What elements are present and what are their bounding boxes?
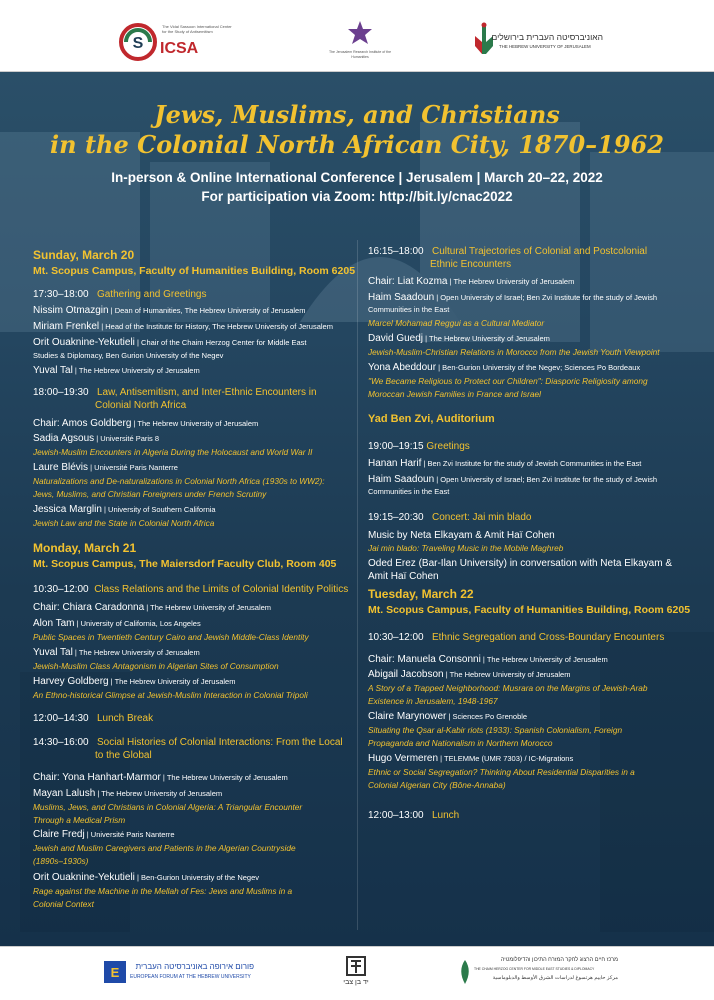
- speaker-affiliation-cont: Studies & Diplomacy, Ben Gurion University of the Negev: [33, 351, 224, 360]
- paper-title: Propaganda and Nationalism in Northern Morocco: [368, 738, 553, 748]
- session-lunch-tuesday: 12:00–13:00 Lunch: [368, 810, 460, 821]
- speaker-row: [33, 321, 333, 333]
- title-line-1: Jews, Muslims, and Christians: [154, 100, 560, 129]
- day-heading-tuesday: Tuesday, March 22: [368, 587, 474, 601]
- session-cultural: 16:15–18:00 Cultural Trajectories of Colonial and Postcolonial: [368, 246, 648, 257]
- paper-title: Rage against the Machine in the Mellah of Fes: Jews and Muslims in a: [33, 886, 293, 896]
- speaker-row: Yona Abeddour | Ben-Gurion University of the Negev; Sciences Po Bordeaux: [368, 362, 641, 373]
- session-title: Gathering and Greetings: [96, 289, 207, 300]
- huji-logo: [473, 22, 603, 62]
- speaker-affiliation-cont: Communities in the East: [368, 305, 450, 314]
- speaker-name: Sadia Agsous: [33, 433, 95, 444]
- chair-row: Chair: Chiara Caradonna | The Hebrew University of Jerusalem: [33, 602, 272, 613]
- icsa-name: ICSA: [160, 40, 199, 57]
- speaker-row: [33, 365, 200, 377]
- location-sunday: Mt. Scopus Campus, Faculty of Humanities Building, Room 6205: [33, 265, 356, 277]
- speaker-row: [33, 305, 305, 317]
- session-lunch: 12:00–14:30 Lunch Break: [33, 713, 154, 724]
- location-yad-ben-zvi: Yad Ben Zvi, Auditorium: [368, 413, 495, 425]
- yad-ben-zvi-logo: [336, 955, 376, 993]
- paper-title: Muslims, Jews, and Christians in Colonial Algeria: A Triangular Encounter: [33, 802, 303, 812]
- speaker-row: Alon Tam | University of California, Los Angeles: [33, 618, 201, 629]
- paper-title: Through a Medical Prism: [33, 815, 126, 825]
- speaker-row: Sadia Agsous | Université Paris 8: [33, 433, 160, 444]
- session-concert: 19:15–20:30 Concert: Jai min blado: [368, 512, 532, 523]
- paper-title: "We Became Religious to Protect our Children": Diasporic Religiosity among: [368, 376, 648, 386]
- herzog-center-logo: [458, 955, 618, 995]
- speaker-row: David Guedj | The Hebrew University of Jerusalem: [368, 333, 550, 344]
- huji-hebrew: האוניברסיטה העברית בירושלים: [491, 32, 603, 42]
- speaker-row: Claire Marynower | Sciences Po Grenoble: [368, 711, 528, 722]
- conference-subtitle: In-person & Online International Conference | Jerusalem | March 20–22, 2022: [111, 170, 603, 185]
- column-divider: [357, 240, 358, 930]
- huji-english: THE HEBREW UNIVERSITY OF JERUSALEM: [499, 44, 591, 49]
- paper-title: Existence in Jerusalem, 1948-1967: [368, 696, 498, 706]
- speaker-row: Orit Ouaknine-Yekutieli | Ben-Gurion University of the Negev: [33, 872, 259, 883]
- speaker-name: Jessica Marglin: [33, 504, 102, 515]
- session-greetings: 19:00–19:15 Greetings: [368, 441, 470, 452]
- ef-english: EUROPEAN FORUM AT THE HEBREW UNIVERSITY: [130, 974, 251, 980]
- speaker-row: Hanan Harif | Ben Zvi Institute for the study of Jewish Communities in the East: [368, 458, 642, 469]
- concert-music: Music by Neta Elkayam & Amit Haï Cohen: [368, 530, 555, 541]
- session-time: 17:30–18:00: [33, 289, 89, 300]
- paper-title: Jewish and Muslim Caregivers and Patients in the Algerian Countryside: [33, 843, 296, 853]
- paper-title: An Ethno-historical Glimpse at Jewish-Muslim Interaction in Colonial Tripoli: [33, 690, 308, 700]
- herzog-english: THE CHAIM HERZOG CENTER FOR MIDDLE EAST STUDIES & DIPLOMACY: [474, 967, 595, 971]
- paper-title: Public Spaces in Twentieth Century Cairo and Jewish Middle-Class Identity: [33, 632, 309, 642]
- european-forum-logo: [104, 959, 254, 989]
- paper-title: Jewish-Muslim Class Antagonism in Algerian Sites of Consumption: [33, 661, 279, 671]
- paper-title: Colonial Algerian City (Bône-Annaba): [368, 780, 506, 790]
- icsa-small-text: The Vidal Sassoon International Center for the Study of Antisemitism: [162, 24, 232, 34]
- session-law: [33, 387, 317, 400]
- speaker-row: Mayan Lalush | The Hebrew University of Jerusalem: [33, 788, 223, 799]
- chair-row: Chair: Amos Goldberg | The Hebrew University of Jerusalem: [33, 418, 259, 429]
- speaker-row: [33, 337, 307, 349]
- session-class: 10:30–12:00 Class Relations and the Limits of Colonial Identity Politics: [33, 584, 349, 595]
- session-social: 14:30–16:00 Social Histories of Colonial Interactions: From the Local: [33, 737, 343, 748]
- session-title-cont: to the Global: [95, 750, 152, 761]
- speaker-name: Miriam Frenkel: [33, 321, 100, 332]
- footer-logos: [0, 946, 714, 1000]
- location-monday: Mt. Scopus Campus, The Maiersdorf Faculty Club, Room 405: [33, 558, 337, 570]
- speaker-row: Yuval Tal | The Hebrew University of Jerusalem: [33, 647, 200, 658]
- session-title-cont: Ethnic Encounters: [430, 259, 512, 270]
- paper-title: Marcel Mohamad Reggui as a Cultural Mediator: [368, 318, 545, 328]
- concert-conversation: Oded Erez (Bar-Ilan University) in conversation with Neta Elkayam &: [368, 558, 673, 569]
- chair-row: Chair: Yona Hanhart-Marmor | The Hebrew University of Jerusalem: [33, 772, 288, 783]
- location-tuesday: Mt. Scopus Campus, Faculty of Humanities Building, Room 6205: [368, 604, 691, 616]
- speaker-affiliation: | The Hebrew University of Jerusalem: [72, 366, 200, 375]
- speaker-name: Nissim Otmazgin: [33, 305, 109, 316]
- speaker-row: Haim Saadoun | Open University of Israel; Ben Zvi Institute for the study of Jewish: [368, 474, 658, 485]
- herzog-emblem-icon: [458, 959, 472, 985]
- speaker-row: Harvey Goldberg | The Hebrew University of Jerusalem: [33, 676, 236, 687]
- ef-hebrew: פורום אירופה באוניברסיטה העברית: [135, 962, 254, 971]
- icsa-logo: [118, 20, 238, 64]
- svg-text:E: E: [110, 965, 120, 980]
- speaker-name: Orit Ouaknine-Yekutieli: [33, 337, 135, 348]
- paper-title: Jewish-Muslim-Christian Relations in Morocco from the Jewish Youth Viewpoint: [368, 347, 660, 357]
- speaker-row: Claire Fredj | Université Paris Nanterre: [33, 829, 175, 840]
- herzog-arabic: مركز حاييم هرتسوغ لدراسات الشرق الأوسط والدبلوماسية: [492, 975, 618, 981]
- speaker-row: Haim Saadoun | Open University of Israel; Ben Zvi Institute for the study of Jewish: [368, 292, 658, 303]
- session-title-cont: Colonial North Africa: [95, 400, 187, 411]
- session-segregation: 10:30–12:00 Ethnic Segregation and Cross-Boundary Encounters: [368, 632, 665, 643]
- speaker-row: Laure Blévis | Université Paris Nanterre: [33, 462, 178, 473]
- concert-title: Jai min blado: Traveling Music in the Mobile Maghreb: [368, 543, 564, 553]
- title-line-2: in the Colonial North African City, 1870–1962: [50, 130, 664, 159]
- speaker-row: Abigail Jacobson | The Hebrew University of Jerusalem: [368, 669, 571, 680]
- paper-title: Situating the Qsar al-Kabir riots (1933): Spanish Colonialism, Foreign: [368, 725, 623, 735]
- paper-title: (1890s–1930s): [33, 856, 89, 866]
- star-icon: [347, 20, 373, 46]
- paper-title: Colonial Context: [33, 899, 94, 909]
- ybz-emblem-icon: [345, 955, 367, 977]
- chair-name: Chair: Amos Goldberg: [33, 418, 132, 429]
- concert-conversation-cont: Amit Haï Cohen: [368, 571, 439, 582]
- herzog-hebrew: מרכז חיים הרצוג לחקר המזרח התיכון והדיפלומטיה: [500, 957, 618, 963]
- paper-title: Jewish Law and the State in Colonial North Africa: [33, 518, 215, 528]
- paper-title: Moroccan Jewish Families in France and Israel: [368, 389, 541, 399]
- paper-title: A Story of a Trapped Neighborhood: Musrara on the Margins of Jewish-Arab: [368, 683, 648, 693]
- program-panel: [0, 72, 714, 946]
- chair-row: Chair: Liat Kozma | The Hebrew University of Jerusalem: [368, 276, 575, 287]
- session-time: 18:00–19:30: [33, 387, 89, 398]
- jrih-logo: [322, 20, 398, 66]
- session-gathering: [33, 289, 206, 302]
- paper-title: Jews, Muslims, and Christian Foreigners under French Scrutiny: [33, 489, 267, 499]
- day-heading-sunday: Sunday, March 20: [33, 248, 135, 262]
- paper-title: Ethnic or Social Segregation? Thinking About Residential Disparities in a: [368, 767, 635, 777]
- speaker-row: Hugo Vermeren | TELEMMe (UMR 7303) / IC-Migrations: [368, 753, 574, 764]
- ybz-hebrew: יד בן צבי: [343, 979, 369, 986]
- speaker-row: Jessica Marglin | University of Southern California: [33, 504, 216, 515]
- chair-row: Chair: Manuela Consonni | The Hebrew University of Jerusalem: [368, 654, 608, 665]
- speaker-affiliation: | Dean of Humanities, The Hebrew University of Jerusalem: [108, 306, 306, 315]
- speaker-affiliation: | Head of the Institute for History, The Hebrew University of Jerusalem: [99, 322, 333, 331]
- jrih-small-text: The Jerusalem Research Institute of the Humanities: [328, 50, 392, 59]
- paper-title: Naturalizations and De-naturalizations in Colonial North Africa (1930s to WW2):: [33, 476, 325, 486]
- zoom-link[interactable]: For participation via Zoom: http://bit.ly/cnac2022: [201, 189, 513, 204]
- day-heading-monday: Monday, March 21: [33, 541, 137, 555]
- speaker-affiliation-cont: Communities in the East: [368, 487, 450, 496]
- session-title: Law, Antisemitism, and Inter-Ethnic Encounters in: [96, 387, 317, 398]
- speaker-affiliation: | Chair of the Chaim Herzog Center for Middle East: [134, 338, 307, 347]
- speaker-name: Laure Blévis: [33, 462, 89, 473]
- svg-text:S: S: [132, 35, 144, 52]
- ef-emblem-icon: [104, 961, 126, 983]
- icsa-emblem-icon: [118, 22, 158, 62]
- paper-title: Jewish-Muslim Encounters in Algeria During the Holocaust and World War II: [33, 447, 313, 457]
- speaker-name: Yuval Tal: [33, 365, 73, 376]
- header-logos: [0, 0, 714, 72]
